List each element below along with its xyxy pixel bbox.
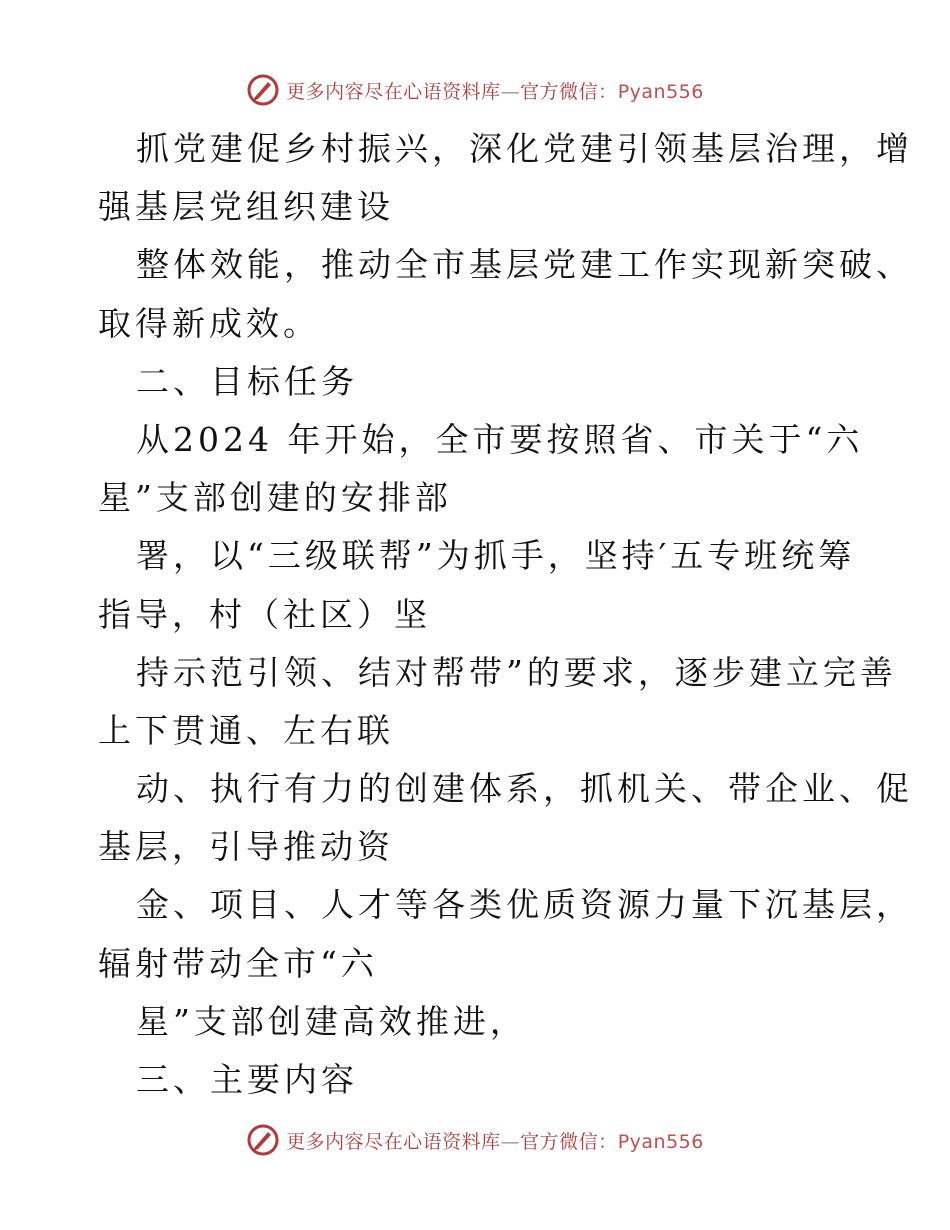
watermark-text	[286, 77, 704, 104]
text-line: 持示范引领、结对帮带”的要求，逐步建立完善	[136, 652, 897, 692]
watermark-text	[286, 1127, 704, 1154]
text-line: 二、目标任务	[136, 361, 358, 401]
quill-logo-icon	[246, 73, 280, 107]
quill-logo-icon	[246, 1123, 280, 1157]
watermark-account: Pyan556	[617, 80, 704, 103]
watermark-separator: —	[500, 1130, 521, 1153]
text-line: 上下贯通、左右联	[98, 710, 394, 750]
document-body	[98, 120, 913, 1109]
text-line: 辐射带动全市“六	[98, 943, 378, 983]
text-line: 抓党建促乡村振兴，深化党建引领基层治理，增	[136, 129, 913, 168]
text-line: 整体效能，推动全市基层党建工作实现新突破、	[136, 245, 913, 285]
text-line: 动、执行有力的创建体系，抓机关、带企业、促	[136, 769, 913, 809]
text-line: 金、项目、人才等各类优质资源力量下沉基层，	[136, 885, 913, 925]
text-line: 星”支部创建高效推进，	[136, 1001, 527, 1041]
text-line: 指导，村（社区）坚	[98, 594, 431, 634]
header-watermark	[0, 70, 950, 110]
text-line: 署，以“三级联帮”为抓手，坚持′五专班统筹	[136, 536, 856, 576]
watermark-separator: —	[500, 80, 521, 103]
text-line: 强基层党组织建设	[98, 187, 394, 227]
watermark-label: 官方微信：	[520, 1130, 618, 1153]
text-line: 三、主要内容	[136, 1060, 358, 1099]
text-line: 从2024 年开始，全市要按照省、市关于“六	[136, 419, 864, 459]
text-line: 星”支部创建的安排部	[98, 478, 452, 518]
watermark-site: 更多内容尽在心语资料库	[286, 80, 501, 103]
watermark-label: 官方微信：	[520, 80, 618, 103]
footer-watermark	[0, 1120, 950, 1160]
text-line: 基层，引导推动资	[98, 827, 394, 867]
watermark-site: 更多内容尽在心语资料库	[286, 1130, 501, 1153]
watermark-account: Pyan556	[617, 1130, 704, 1153]
text-line: 取得新成效。	[98, 303, 320, 343]
